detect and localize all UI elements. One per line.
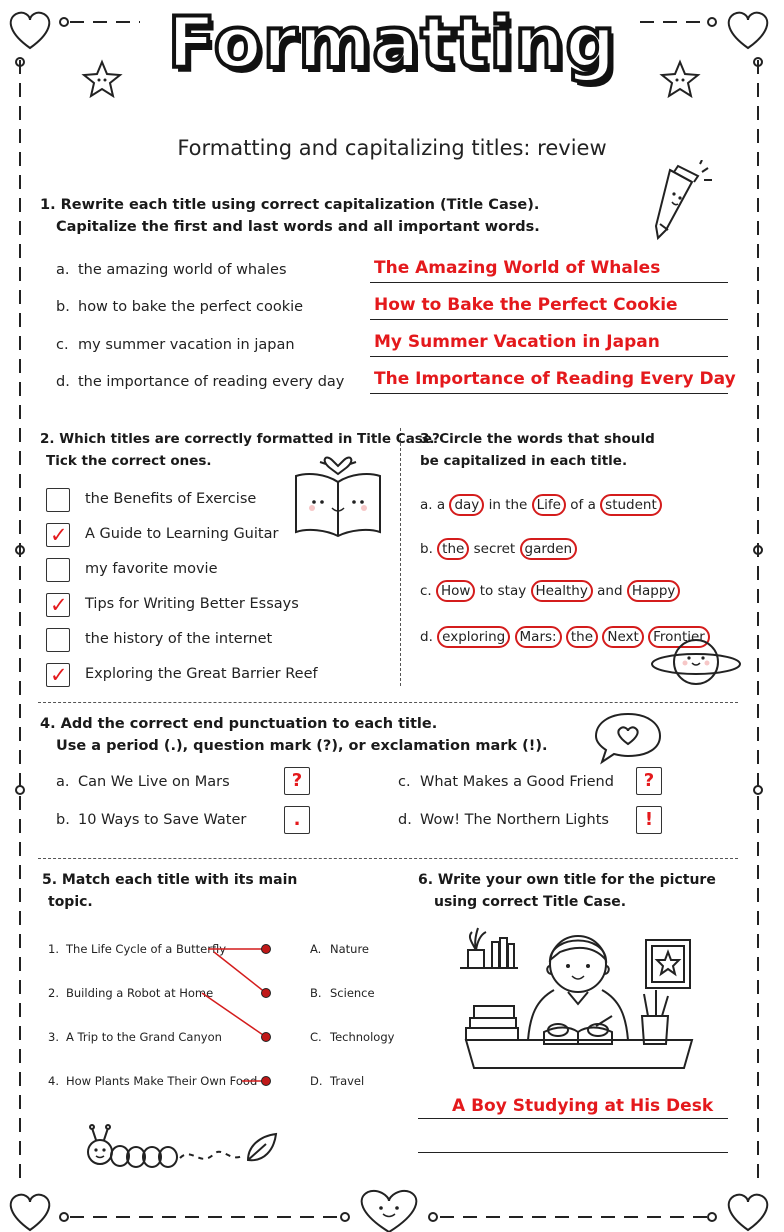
section1-item-d-text: the importance of reading every day [78,374,345,390]
checkmark: ✓ [50,663,68,687]
circled-word[interactable]: Mars: [515,626,562,648]
section3-letter: c. [420,583,437,599]
checkmark: ✓ [50,593,68,617]
checkmark: ✓ [50,523,68,547]
punctuation-box[interactable]: ! [636,806,662,834]
section1-item-a-text: the amazing world of whales [78,262,287,278]
section5-prompt-line2: topic. [48,894,93,910]
section1-letter-c: c. [56,337,69,353]
answer-line [418,1118,728,1119]
punctuation-box[interactable]: . [284,806,310,834]
section3-letter: b. [420,541,438,557]
section3-letter: a. [420,497,437,513]
section4-prompt-line1: 4. Add the correct end punctuation to each title. [40,716,438,732]
match-dot[interactable] [262,1033,271,1042]
match-dot[interactable] [262,989,271,998]
section-divider-vertical [400,428,401,686]
circled-word[interactable]: day [449,494,484,516]
match-topic-d: Travel [330,1074,365,1088]
section-divider [38,858,738,859]
section3-item-b [420,538,577,560]
section2-item-6: Exploring the Great Barrier Reef [85,666,318,682]
circled-word[interactable]: Life [532,494,566,516]
section4-letter-a: a. [56,774,70,790]
section4-letter-d: d. [398,812,412,828]
section2-item-2: A Guide to Learning Guitar [85,526,279,542]
match-topic-letter: C. [310,1030,322,1044]
answer-line [370,319,728,320]
section2-item-5: the history of the internet [85,631,273,647]
section1-letter-d: d. [56,374,70,390]
section4-item-a-text: Can We Live on Mars [78,774,230,790]
match-title-4: How Plants Make Their Own Food [66,1074,258,1088]
section1-item-a-answer[interactable]: The Amazing World of Whales [374,258,661,278]
match-title-2: Building a Robot at Home [66,986,214,1000]
word[interactable]: a [587,497,596,513]
section3-letter: d. [420,629,438,645]
checkbox[interactable] [46,523,70,547]
book-icon [290,452,386,538]
speech-bubble-icon [592,710,664,766]
answer-line [418,1152,728,1153]
matching-lines [200,940,280,1090]
checkbox[interactable] [46,663,70,687]
boy-studying-illustration [456,920,700,1080]
match-topic-letter: B. [310,986,322,1000]
match-topic-c: Technology [330,1030,395,1044]
section6-prompt-line2: using correct Title Case. [434,894,627,910]
section4-letter-c: c. [398,774,411,790]
circled-word[interactable]: student [600,494,662,516]
section-divider [38,702,738,703]
section2-item-1: the Benefits of Exercise [85,491,257,507]
word[interactable]: stay [497,583,527,599]
planet-icon [650,630,742,694]
match-topic-b: Science [330,986,375,1000]
section2-item-4: Tips for Writing Better Essays [85,596,299,612]
word[interactable]: and [597,583,623,599]
section3-prompt-line1: 3. Circle the words that should [420,431,655,447]
circled-word[interactable]: Healthy [531,580,593,602]
section3-prompt-line2: be capitalized in each title. [420,453,628,469]
circled-word[interactable]: Next [602,626,643,648]
section4-item-b-text: 10 Ways to Save Water [78,812,247,828]
circled-word[interactable]: How [436,580,475,602]
circled-word[interactable]: Frontier [648,626,710,648]
word[interactable]: the [505,497,528,513]
section2-prompt-line1: 2. Which titles are correctly formatted in Title Case? [40,431,440,447]
section4-letter-b: b. [56,812,70,828]
section5-prompt-line1: 5. Match each title with its main [42,872,298,888]
match-title-num: 2. [48,986,59,1000]
page-title: Formatting [167,2,617,84]
word[interactable]: to [479,583,494,599]
match-topic-a: Nature [330,942,369,956]
section4-prompt-line2: Use a period (.), question mark (?), or exclamation mark (!). [56,738,548,754]
circled-word[interactable]: Happy [627,580,681,602]
section1-prompt-line2: Capitalize the first and last words and all important words. [56,219,540,235]
match-topic-letter: D. [310,1074,323,1088]
section1-item-d-answer[interactable]: The Importance of Reading Every Day [374,369,736,389]
punctuation-box[interactable]: ? [284,767,310,795]
section2-prompt-line2: Tick the correct ones. [46,453,212,469]
section6-answer[interactable]: A Boy Studying at His Desk [452,1096,714,1116]
answer-line [370,282,728,283]
checkbox[interactable] [46,488,70,512]
section3-item-c [420,580,680,602]
word[interactable]: of [570,497,584,513]
caterpillar-icon [80,1122,280,1178]
answer-line [370,393,728,394]
section6-prompt-line1: 6. Write your own title for the picture [418,872,716,888]
section1-item-c-answer[interactable]: My Summer Vacation in Japan [374,332,660,352]
checkbox[interactable] [46,628,70,652]
word[interactable]: in [488,497,501,513]
section1-item-b-text: how to bake the perfect cookie [78,299,304,315]
punctuation-box[interactable]: ? [636,767,662,795]
word[interactable]: a [436,497,446,513]
circled-word[interactable]: exploring [437,626,510,648]
circled-word[interactable]: the [566,626,598,648]
match-dot[interactable] [262,945,271,954]
circled-word[interactable]: garden [520,538,578,560]
section1-item-b-answer[interactable]: How to Bake the Perfect Cookie [374,295,678,315]
section1-letter-a: a. [56,262,70,278]
section1-prompt-line1: 1. Rewrite each title using correct capitalization (Title Case). [40,197,540,213]
section3-item-a [420,494,662,516]
match-dot[interactable] [262,1077,271,1086]
answer-line [370,356,728,357]
match-title-1: The Life Cycle of a Butterfly [66,942,227,956]
section2-item-3: my favorite movie [85,561,218,577]
match-title-num: 4. [48,1074,59,1088]
section1-letter-b: b. [56,299,70,315]
section1-item-c-text: my summer vacation in japan [78,337,295,353]
page-subtitle: Formatting and capitalizing titles: review [177,136,607,160]
match-title-num: 3. [48,1030,59,1044]
match-title-num: 1. [48,942,59,956]
circled-word[interactable]: the [437,538,469,560]
pencil-icon [640,160,720,250]
checkbox[interactable] [46,558,70,582]
section4-item-c-text: What Makes a Good Friend [420,774,614,790]
word[interactable]: secret [473,541,516,557]
match-topic-letter: A. [310,942,322,956]
checkbox[interactable] [46,593,70,617]
match-title-3: A Trip to the Grand Canyon [66,1030,222,1044]
section4-item-d-text: Wow! The Northern Lights [420,812,609,828]
